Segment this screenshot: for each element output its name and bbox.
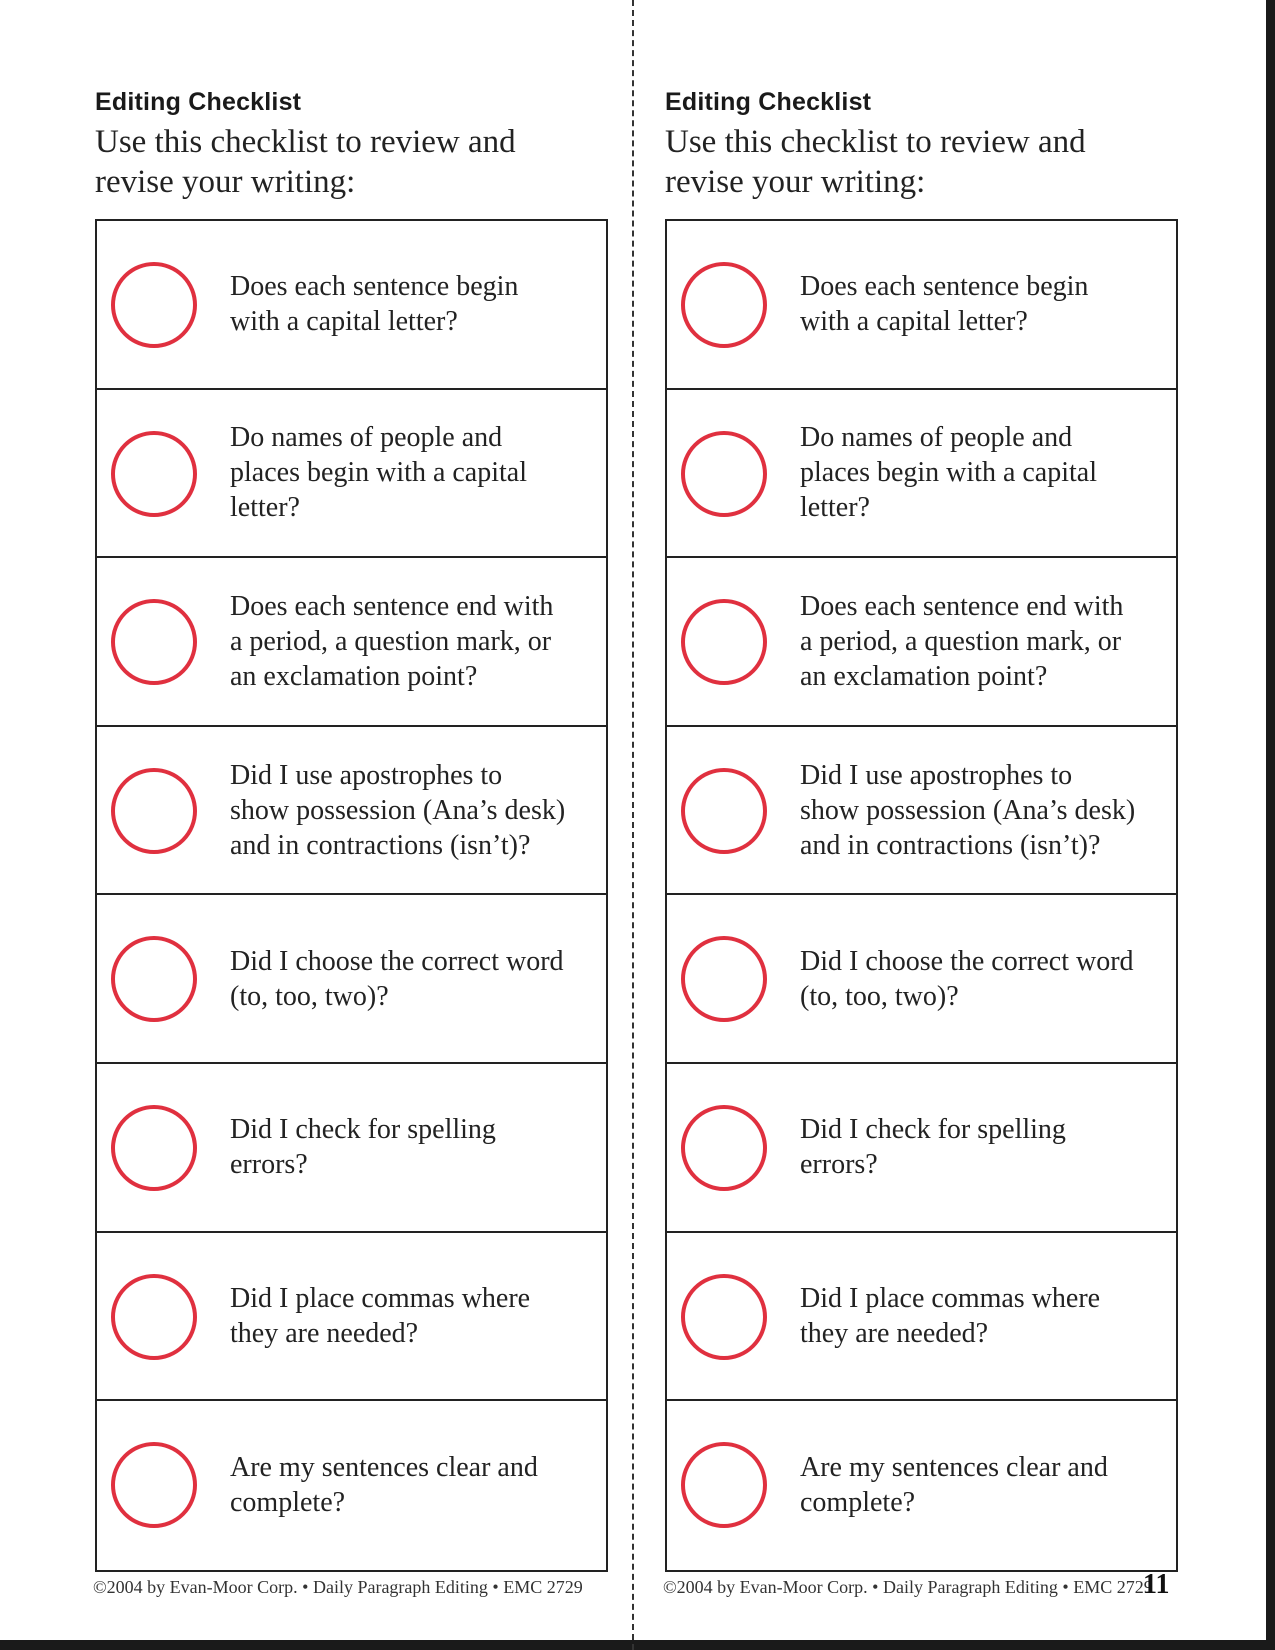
checklist-item <box>667 390 1176 559</box>
empty-circle-icon[interactable] <box>681 1274 767 1360</box>
item-line: show possession (Ana’s desk) <box>800 794 1136 826</box>
empty-circle-icon[interactable] <box>681 936 767 1022</box>
checklist-item <box>97 1064 606 1233</box>
checklist-item-text <box>800 1233 1166 1400</box>
item-line: errors? <box>800 1149 878 1181</box>
checklist-item <box>667 895 1176 1064</box>
intro-line: Use this checklist to review and <box>665 124 1086 160</box>
item-line: Do names of people and <box>800 422 1073 454</box>
item-line: complete? <box>800 1487 916 1519</box>
item-line: places begin with a capital <box>800 457 1097 489</box>
copyright-footer: ©2004 by Evan-Moor Corp. • Daily Paragraph Editing • EMC 2729 <box>93 1577 583 1597</box>
checklist-item-text <box>230 895 596 1062</box>
item-line: letter? <box>800 492 870 524</box>
item-line: Does each sentence end with <box>800 590 1124 622</box>
item-line: Did I choose the correct word <box>800 945 1134 977</box>
item-line: complete? <box>230 1487 346 1519</box>
empty-circle-icon[interactable] <box>111 599 197 685</box>
checklist-item-text <box>230 1401 596 1570</box>
checklist-items <box>95 219 608 1572</box>
checklist-item <box>667 221 1176 390</box>
empty-circle-icon[interactable] <box>111 1274 197 1360</box>
item-line: a period, a question mark, or <box>800 625 1122 657</box>
checklist-item <box>97 390 606 559</box>
item-line: they are needed? <box>230 1317 419 1349</box>
checklist-item <box>97 727 606 896</box>
item-line: Did I choose the correct word <box>230 945 564 977</box>
checklist-item <box>667 558 1176 727</box>
empty-circle-icon[interactable] <box>681 599 767 685</box>
checklist-item-text <box>800 558 1166 725</box>
checklist-item <box>97 1401 606 1570</box>
item-line: Did I check for spelling <box>800 1114 1066 1146</box>
checklist-item-text <box>230 727 596 894</box>
item-line: they are needed? <box>800 1317 989 1349</box>
checklist-item <box>667 1401 1176 1570</box>
empty-circle-icon[interactable] <box>111 936 197 1022</box>
item-line: Are my sentences clear and <box>230 1452 538 1484</box>
empty-circle-icon[interactable] <box>681 768 767 854</box>
intro-line: revise your writing: <box>95 164 356 200</box>
item-line: show possession (Ana’s desk) <box>230 794 566 826</box>
checklist-item-text <box>800 221 1166 388</box>
empty-circle-icon[interactable] <box>681 431 767 517</box>
checklist-item-text <box>230 558 596 725</box>
item-line: with a capital letter? <box>230 306 458 338</box>
checklist-item <box>667 1233 1176 1402</box>
item-line: places begin with a capital <box>230 457 527 489</box>
empty-circle-icon[interactable] <box>111 768 197 854</box>
empty-circle-icon[interactable] <box>111 1105 197 1191</box>
empty-circle-icon[interactable] <box>681 262 767 348</box>
item-line: Did I place commas where <box>800 1282 1101 1314</box>
item-line: (to, too, two)? <box>230 980 389 1012</box>
item-line: (to, too, two)? <box>800 980 959 1012</box>
checklist-card-left <box>93 0 613 1640</box>
checklist-items <box>665 219 1178 1572</box>
dashed-cut-line <box>632 0 634 1650</box>
item-line: Are my sentences clear and <box>800 1452 1108 1484</box>
checklist-item-text <box>230 390 596 557</box>
checklist-item-text <box>800 390 1166 557</box>
item-line: a period, a question mark, or <box>230 625 552 657</box>
checklist-item <box>97 1233 606 1402</box>
item-line: with a capital letter? <box>800 306 1028 338</box>
intro-line: Use this checklist to review and <box>95 124 516 160</box>
page-number: 11 <box>1143 1569 1170 1600</box>
checklist-item <box>97 895 606 1064</box>
checklist-title: Editing Checklist <box>665 88 872 116</box>
checklist-item <box>97 221 606 390</box>
checklist-item <box>97 558 606 727</box>
checklist-item <box>667 727 1176 896</box>
item-line: and in contractions (isn’t)? <box>230 829 531 861</box>
page-edge-bottom <box>0 1640 1275 1650</box>
item-line: Does each sentence begin <box>230 271 519 303</box>
item-line: an exclamation point? <box>230 660 478 692</box>
item-line: Do names of people and <box>230 422 503 454</box>
item-line: Did I use apostrophes to <box>800 759 1073 791</box>
item-line: Did I check for spelling <box>230 1114 496 1146</box>
page-edge-right <box>1266 0 1275 1650</box>
empty-circle-icon[interactable] <box>111 431 197 517</box>
empty-circle-icon[interactable] <box>681 1442 767 1528</box>
empty-circle-icon[interactable] <box>681 1105 767 1191</box>
checklist-item-text <box>800 1064 1166 1231</box>
checklist-item-text <box>800 1401 1166 1570</box>
checklist-intro <box>95 122 615 202</box>
item-line: Does each sentence begin <box>800 271 1089 303</box>
checklist-item-text <box>800 727 1166 894</box>
empty-circle-icon[interactable] <box>111 1442 197 1528</box>
checklist-item-text <box>800 895 1166 1062</box>
checklist-item-text <box>230 1233 596 1400</box>
item-line: letter? <box>230 492 300 524</box>
copyright-footer: ©2004 by Evan-Moor Corp. • Daily Paragraph Editing • EMC 2729 <box>663 1577 1153 1597</box>
item-line: Does each sentence end with <box>230 590 554 622</box>
checklist-item-text <box>230 1064 596 1231</box>
intro-line: revise your writing: <box>665 164 926 200</box>
checklist-title: Editing Checklist <box>95 88 302 116</box>
checklist-item <box>667 1064 1176 1233</box>
item-line: Did I place commas where <box>230 1282 531 1314</box>
item-line: an exclamation point? <box>800 660 1048 692</box>
item-line: errors? <box>230 1149 308 1181</box>
checklist-item-text <box>230 221 596 388</box>
empty-circle-icon[interactable] <box>111 262 197 348</box>
item-line: and in contractions (isn’t)? <box>800 829 1101 861</box>
item-line: Did I use apostrophes to <box>230 759 503 791</box>
checklist-intro <box>665 122 1185 202</box>
checklist-card-right <box>663 0 1183 1640</box>
